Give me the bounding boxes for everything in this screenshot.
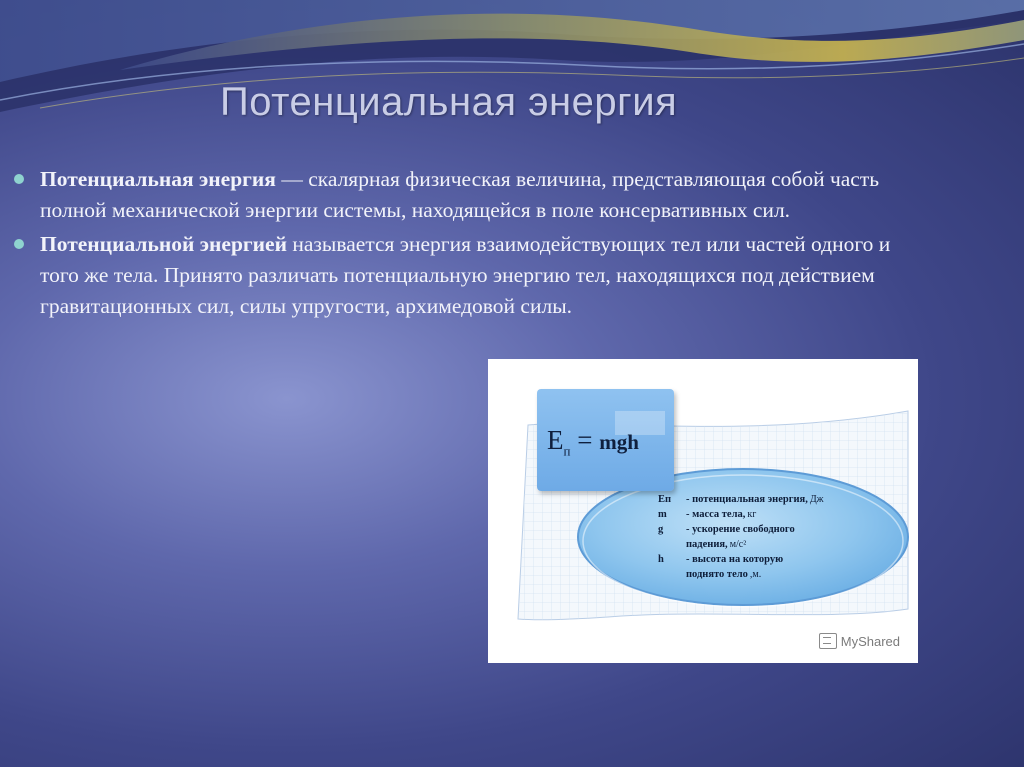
bullet-text: называется энергия взаимодействующих тел или частей одного и того же тела. Принято различать потенциальную энергию тел, находящихся под действием гравитационных сил, силы упругости, архимедовой силы. [40,232,891,318]
myshared-logo-icon [819,633,837,649]
legend-row-m: m - масса тела, кг [658,509,757,520]
bullet-item-types [14,229,900,322]
legend-row-h-cont: поднято тело ,м. [686,569,762,580]
bullet-item-definition [14,164,894,226]
bullet-dot-icon [14,239,24,249]
bullet-term: Потенциальная энергия [40,167,276,191]
formula-ep-mgh: $E_п$ = mgh [547,425,639,459]
legend-row-g: g - ускорение свободного [658,524,795,535]
myshared-watermark: MyShared [819,633,900,649]
slide-title: Потенциальная энергия [220,80,678,124]
legend-row-ep: Eп - потенциальная энергия, Дж [658,494,824,505]
formula-illustration [488,359,918,663]
formula-card [537,389,674,491]
legend-row-h: h - высота на которую [658,554,784,565]
bullet-term: Потенциальной энергией [40,232,287,256]
bullet-text: — скалярная физическая величина, представляющая собой часть полной механической энергии системы, находящейся в поле консервативных сил. [40,167,880,222]
bullet-dot-icon [14,174,24,184]
legend-row-g-cont: падения, м/с² [686,539,747,550]
formula-legend [658,492,878,582]
bullet-list [14,164,894,325]
